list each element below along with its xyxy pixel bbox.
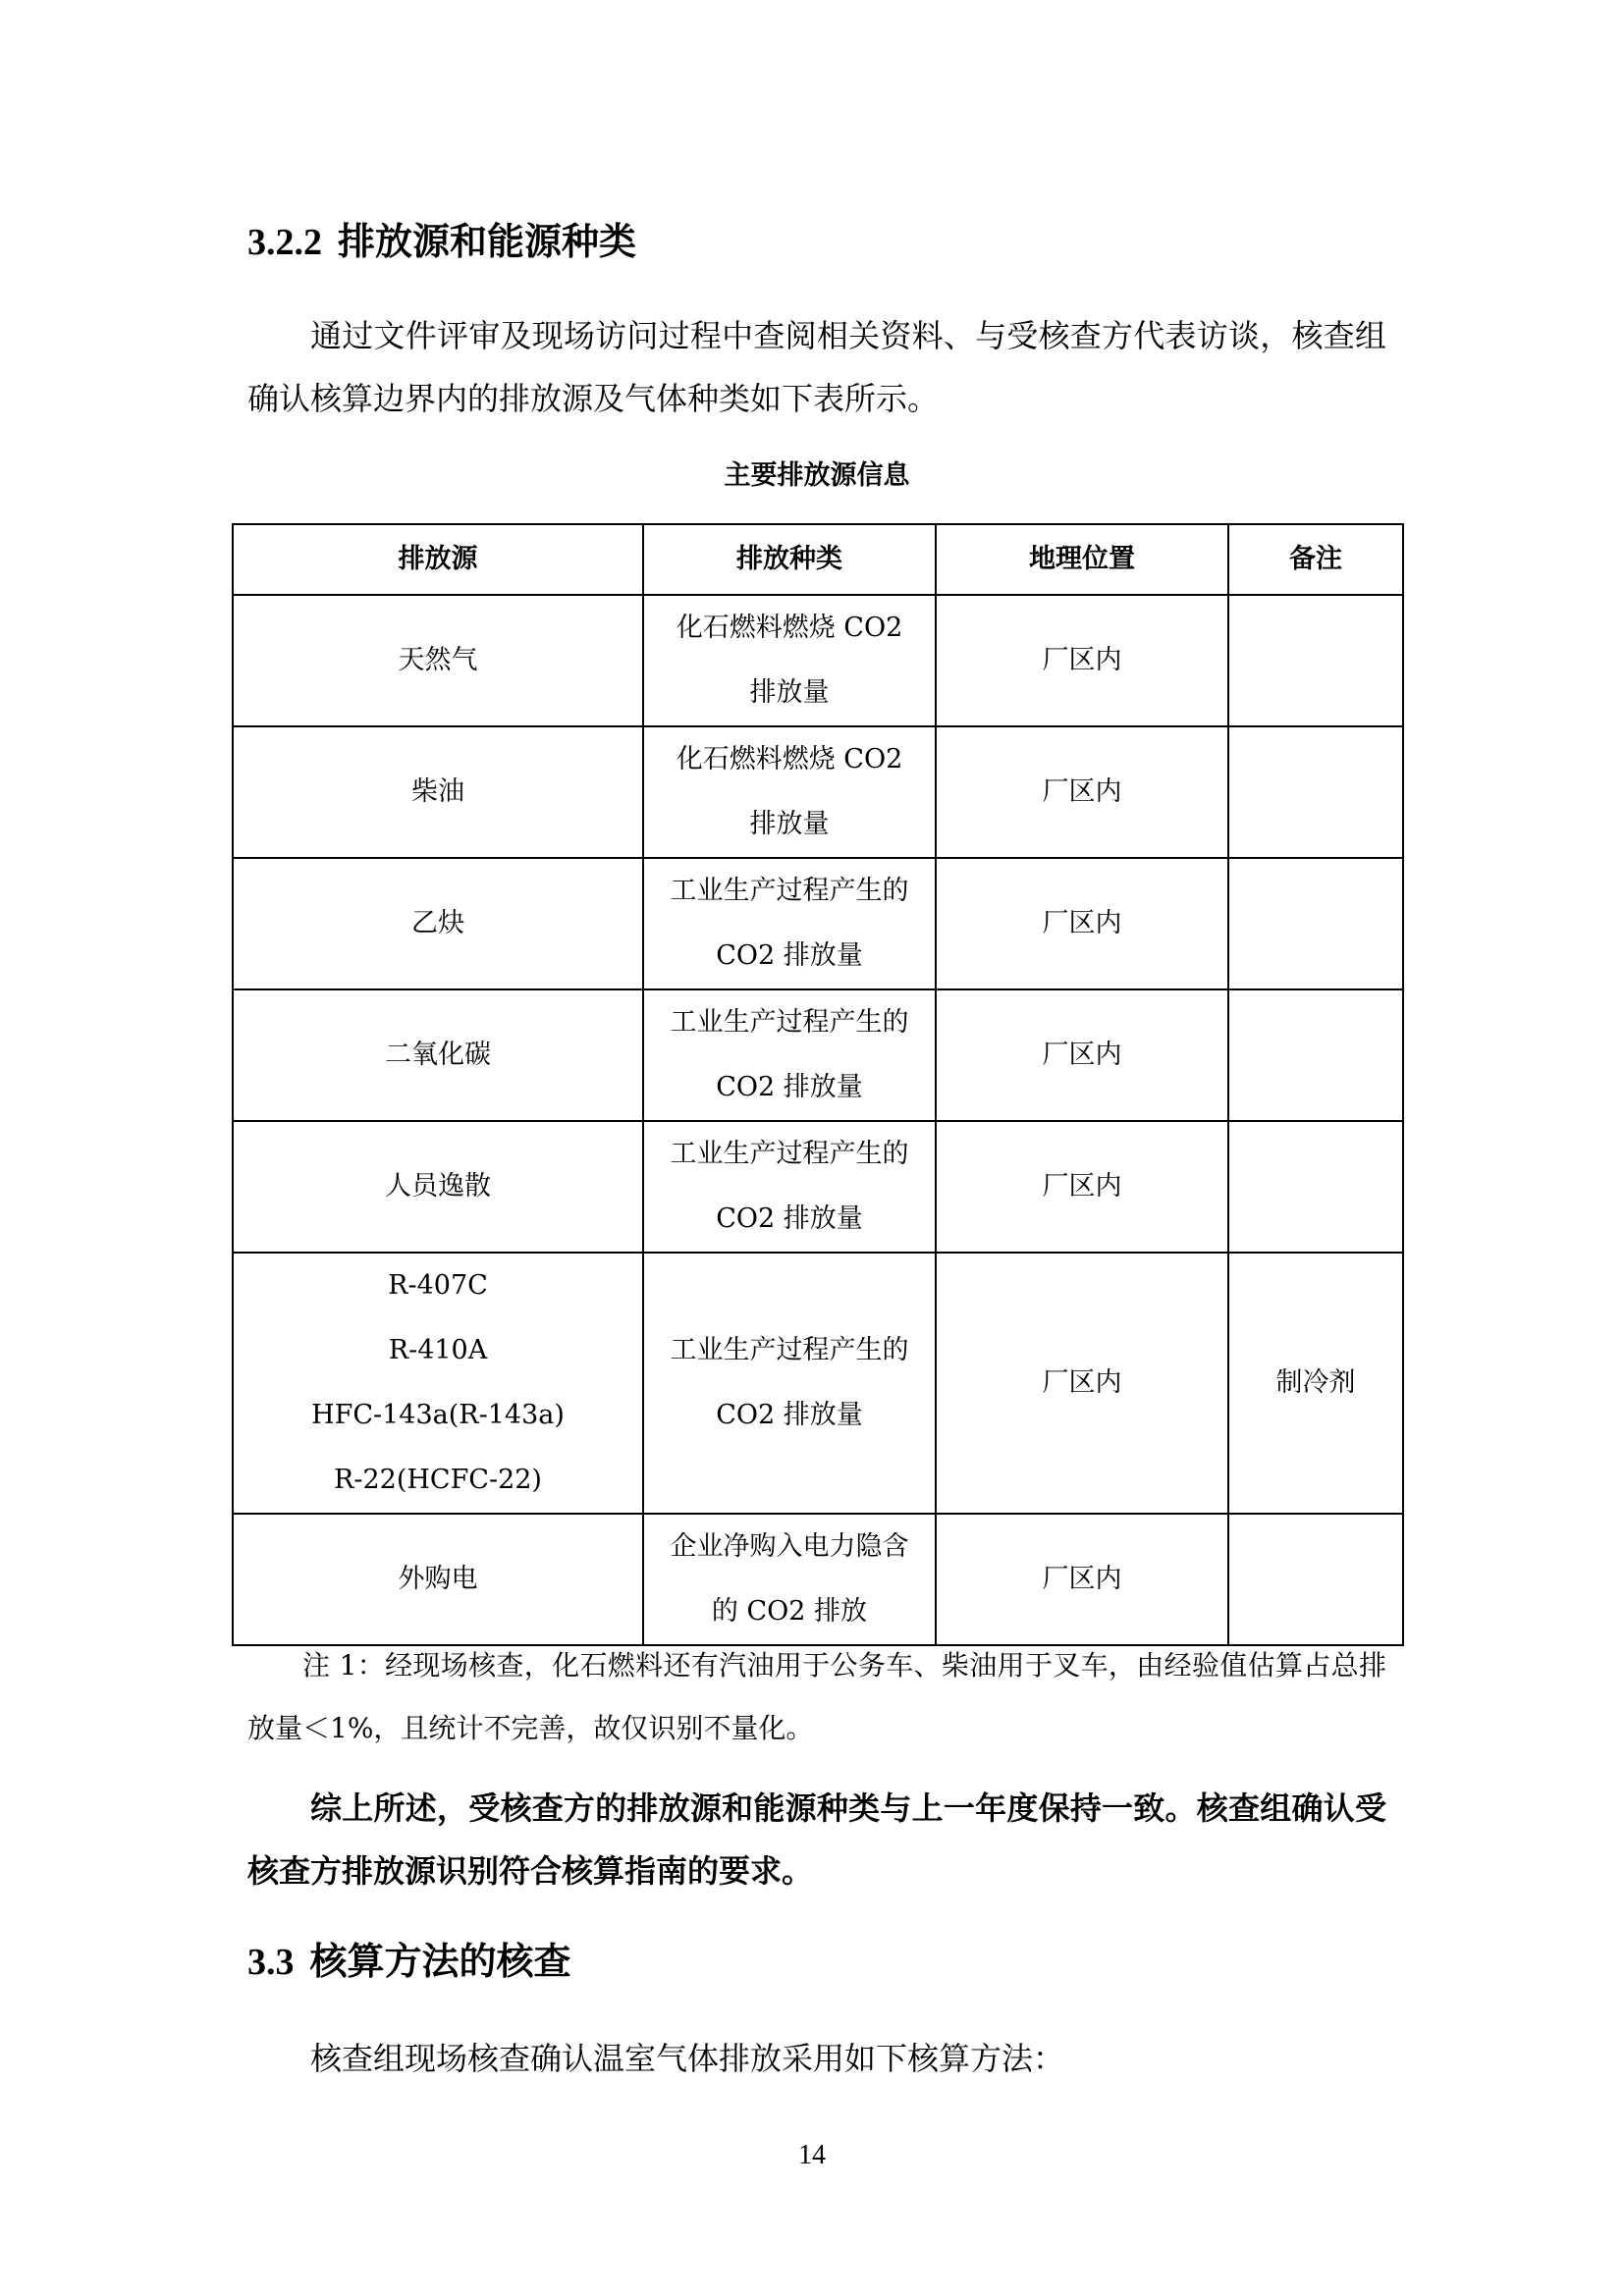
cell-type: 化石燃料燃烧 CO2 排放量 [643, 595, 936, 726]
intro-paragraph: 通过文件评审及现场访问过程中查阅相关资料、与受核查方代表访谈，核查组确认核算边界内的排放源及气体种类如下表所示。 [247, 317, 1386, 417]
cell-source: 乙炔 [233, 858, 643, 989]
table-row [233, 726, 1403, 858]
table-row [233, 1253, 1403, 1514]
table-row [233, 1514, 1403, 1645]
cell-note [1228, 1514, 1403, 1645]
cell-source: 天然气 [233, 595, 643, 726]
header-type: 排放种类 [643, 524, 936, 595]
section-title: 排放源和能源种类 [338, 219, 637, 263]
cell-note [1228, 858, 1403, 989]
page-number: 14 [798, 2140, 826, 2170]
cell-location: 厂区内 [936, 1121, 1228, 1253]
cell-type: 化石燃料燃烧 CO2 排放量 [643, 726, 936, 858]
summary-paragraph: 综上所述，受核查方的排放源和能源种类与上一年度保持一致。核查组确认受核查方排放源识别符合核算指南的要求。 [247, 1789, 1386, 1890]
cell-location: 厂区内 [936, 858, 1228, 989]
cell-note: 制冷剂 [1228, 1253, 1403, 1514]
cell-type: 工业生产过程产生的 CO2 排放量 [643, 1121, 936, 1253]
cell-source: 外购电 [233, 1514, 643, 1645]
table-row [233, 989, 1403, 1121]
cell-type: 企业净购入电力隐含 的 CO2 排放 [643, 1514, 936, 1645]
section-number: 3.3 [247, 1942, 295, 1983]
table-row [233, 858, 1403, 989]
table-caption: 主要排放源信息 [724, 460, 910, 491]
cell-location: 厂区内 [936, 989, 1228, 1121]
emission-source-table [232, 523, 1404, 1646]
section-heading-3-3 [247, 1934, 571, 1990]
section-title: 核算方法的核查 [309, 1939, 571, 1983]
cell-location: 厂区内 [936, 726, 1228, 858]
cell-location: 厂区内 [936, 595, 1228, 726]
cell-source: 人员逸散 [233, 1121, 643, 1253]
cell-note [1228, 595, 1403, 726]
cell-note [1228, 1121, 1403, 1253]
table-row [233, 595, 1403, 726]
cell-note [1228, 726, 1403, 858]
table-row [233, 1121, 1403, 1253]
section-number: 3.2.2 [247, 222, 322, 263]
header-location: 地理位置 [936, 524, 1228, 595]
section-heading-3-2-2 [247, 214, 636, 270]
cell-source: R-407C R-410A HFC-143a(R-143a) R-22(HCFC-22) [233, 1253, 643, 1514]
header-note: 备注 [1228, 524, 1403, 595]
cell-location: 厂区内 [936, 1514, 1228, 1645]
cell-type: 工业生产过程产生的 CO2 排放量 [643, 858, 936, 989]
cell-type: 工业生产过程产生的 CO2 排放量 [643, 1253, 936, 1514]
cell-source: 二氧化碳 [233, 989, 643, 1121]
cell-location: 厂区内 [936, 1253, 1228, 1514]
cell-type: 工业生产过程产生的 CO2 排放量 [643, 989, 936, 1121]
table-footnote: 注 1：经现场核查，化石燃料还有汽油用于公务车、柴油用于叉车，由经验值估算占总排放量＜1%，且统计不完善，故仅识别不量化。 [247, 1649, 1386, 1744]
table-header-row [233, 524, 1403, 595]
cell-note [1228, 989, 1403, 1121]
method-paragraph: 核查组现场核查确认温室气体排放采用如下核算方法： [310, 2040, 1065, 2077]
cell-source: 柴油 [233, 726, 643, 858]
header-source: 排放源 [233, 524, 643, 595]
